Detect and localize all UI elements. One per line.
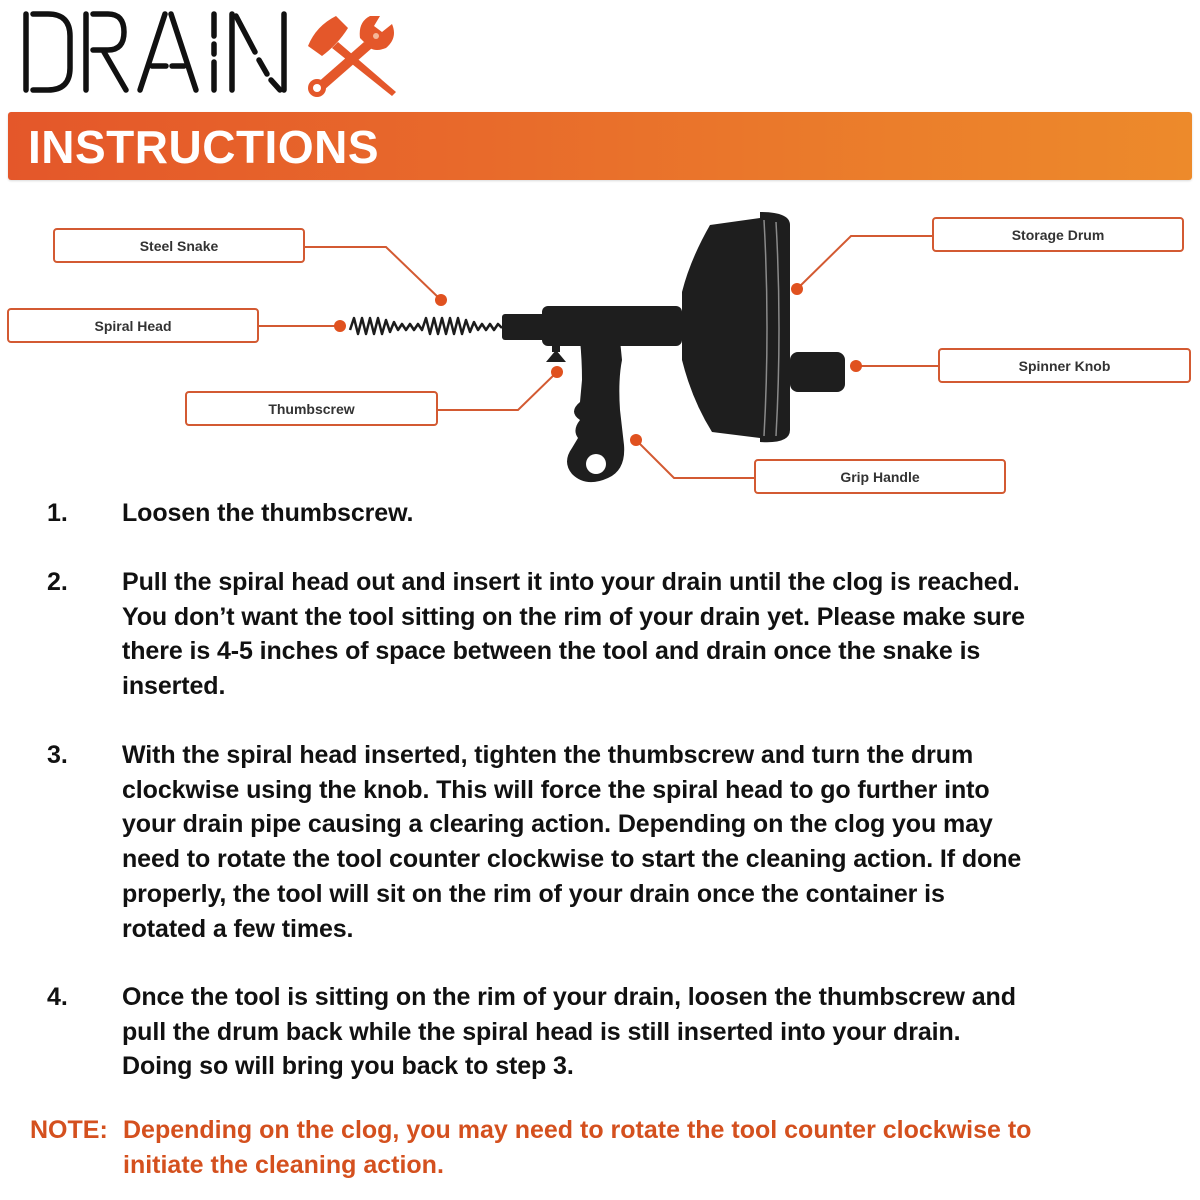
step-line: With the spiral head inserted, tighten the thumbscrew and turn the drum — [122, 741, 974, 769]
leader-thumbscrew — [438, 372, 557, 410]
spiral-coil — [350, 318, 502, 334]
step-number: 4. — [47, 983, 68, 1011]
leader-steel-snake — [305, 247, 441, 300]
dot-grip-handle — [630, 434, 642, 446]
step-line: You don’t want the tool sitting on the rim of your drain yet. Please make sure — [122, 602, 1025, 631]
step-line: rotated a few times. — [122, 914, 354, 943]
step-line: inserted. — [122, 672, 226, 701]
leader-storage-drum — [797, 236, 932, 289]
label-spinner-knob: Spinner Knob — [938, 348, 1191, 383]
label-thumbscrew: Thumbscrew — [185, 391, 438, 426]
step-line: pull the drum back while the spiral head is still inserted into your drain. — [122, 1017, 961, 1046]
step-text — [122, 496, 1182, 531]
instructions-banner — [8, 112, 1192, 180]
dot-spiral-head — [334, 320, 346, 332]
label-spiral-head: Spiral Head — [7, 308, 259, 343]
page-title: INSTRUCTIONS — [28, 121, 379, 173]
step-line: Pull the spiral head out and insert it into your drain until the clog is reached. — [122, 568, 1020, 596]
note-label: NOTE: — [30, 1116, 108, 1144]
label-storage-drum: Storage Drum — [932, 217, 1184, 252]
label-grip-handle: Grip Handle — [754, 459, 1006, 494]
plunger-wrench-crossed-icon — [302, 8, 402, 100]
dot-steel-snake — [435, 294, 447, 306]
step-line: there is 4-5 inches of space between the tool and drain once the snake is — [122, 637, 981, 666]
step-line: Doing so will bring you back to step 3. — [122, 1052, 574, 1081]
label-steel-snake: Steel Snake — [53, 228, 305, 263]
tool-diagram — [0, 200, 1200, 510]
step-text — [122, 565, 1182, 704]
brand-logo — [0, 0, 420, 105]
step-line: Loosen the thumbscrew. — [122, 499, 414, 527]
note-line: Depending on the clog, you may need to rotate the tool counter clockwise to — [123, 1116, 1032, 1144]
step-number: 3. — [47, 741, 68, 769]
dot-spinner-knob — [850, 360, 862, 372]
step-number: 2. — [47, 568, 68, 596]
step-text — [122, 980, 1182, 1084]
note-line: initiate the cleaning action. — [123, 1150, 444, 1179]
dot-thumbscrew — [551, 366, 563, 378]
step-line: properly, the tool will sit on the rim of your drain once the container is — [122, 879, 945, 908]
step-line: Once the tool is sitting on the rim of your drain, loosen the thumbscrew and — [122, 983, 1016, 1011]
step-text — [122, 738, 1182, 946]
step-line: need to rotate the tool counter clockwise to start the cleaning action. If done — [122, 845, 1022, 874]
dot-storage-drum — [791, 283, 803, 295]
step-line: your drain pipe causing a clearing action. Depending on the clog you may — [122, 810, 993, 839]
step-number: 1. — [47, 499, 68, 527]
step-line: clockwise using the knob. This will force the spiral head to go further into — [122, 775, 990, 804]
note-text — [123, 1113, 1031, 1182]
leader-grip-handle — [636, 440, 754, 478]
